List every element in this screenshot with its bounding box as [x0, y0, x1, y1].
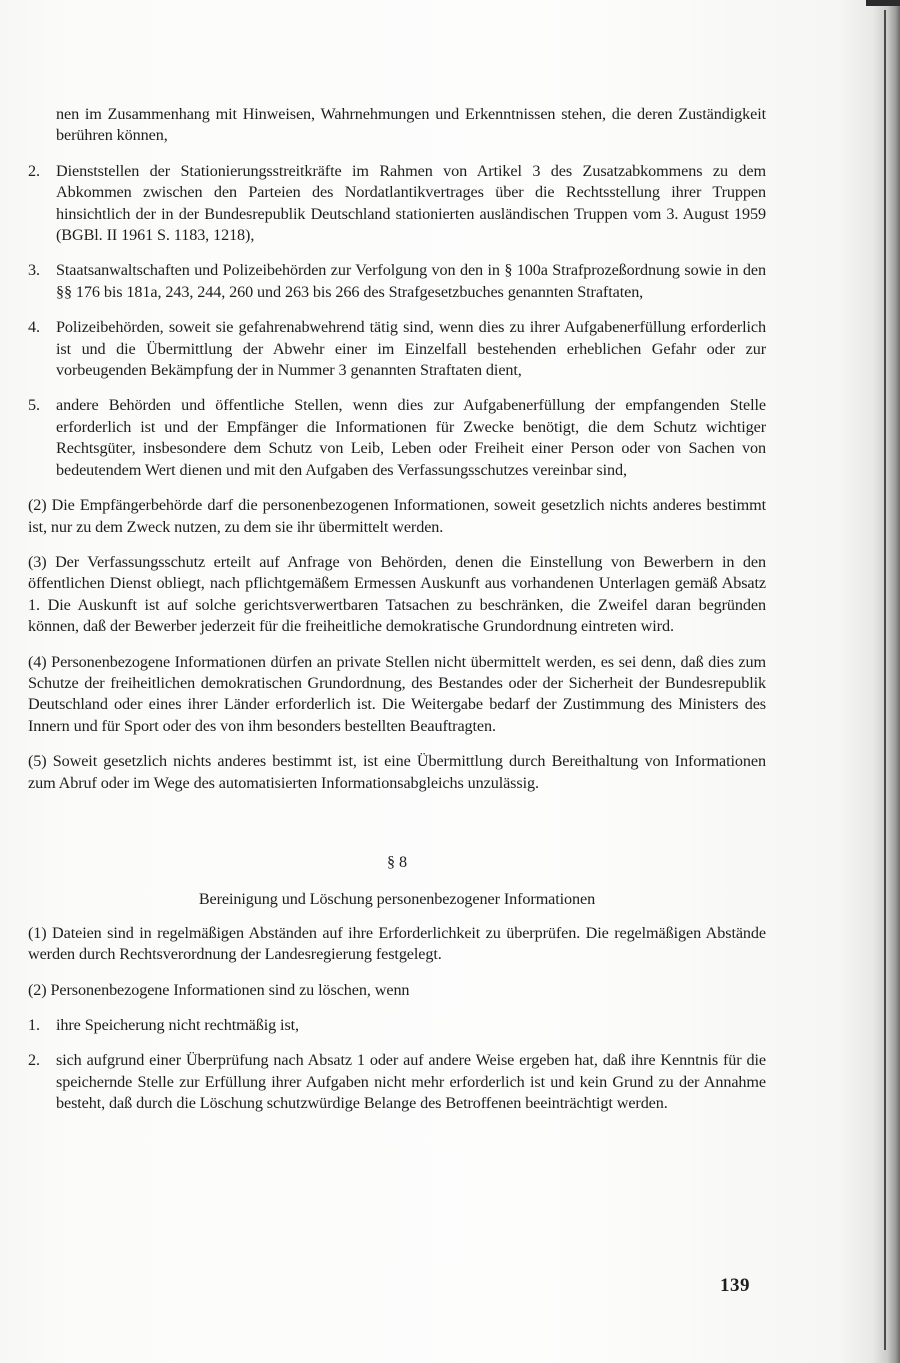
list-number: 3.	[28, 261, 40, 280]
paragraph: (2) Personenbezogene Informationen sind zu löschen, wenn	[28, 980, 410, 999]
paragraph: (4) Personenbezogene Informationen dürfen an private Stellen nicht übermittelt werden, es sei denn, daß dies zum Schutze der freiheitlichen demokratischen Grundordnung, des Bestandes oder der Sicherheit der Bundesrepublik Deutschland oder eines ihrer Länder erforderlich ist. Die Weitergabe bedarf der Zustimmung des Ministers des Innern und für Sport oder des von ihm besonders bestellten Beauftragten.	[28, 652, 766, 735]
list-number: 2.	[28, 1051, 40, 1070]
list-number: 1.	[28, 1016, 40, 1034]
paragraph: (5) Soweit gesetzlich nichts anderes bestimmt ist, ist eine Übermittlung durch Bereithaltung von Informationen zum Abruf oder im Wege des automatisierten Informationsabgleichs unzulässig.	[28, 752, 766, 792]
list-item	[28, 1015, 766, 1036]
list-item	[28, 161, 766, 247]
page-edge-shadow	[872, 0, 900, 1363]
list-text: Dienststellen der Stationierungsstreitkräfte im Rahmen von Artikel 3 des Zusatzabkommens zu dem Abkommen zwischen den Parteien des Nordatlantikvertrages über die Rechtsstellung ihrer Truppen hinsichtlich der in der Bundesrepublik Deutschland stationierten ausländischen Truppen vom 3. August 1959 (BGBl. II 1961 S. 1183, 1218),	[56, 161, 766, 245]
list-text: Staatsanwaltschaften und Polizeibehörden zur Verfolgung von den in § 100a Strafprozeßordnung sowie in den §§ 176 bis 181a, 243, 244, 260 und 263 bis 266 des Strafgesetzbuches genannten Straftaten,	[56, 261, 766, 301]
continued-text: nen im Zusammenhang mit Hinweisen, Wahrnehmungen und Erkenntnissen stehen, die deren Zuständigkeit berühren können,	[56, 105, 766, 145]
list-text: Polizeibehörden, soweit sie gefahrenabwehrend tätig sind, wenn dies zu ihrer Aufgabenerfüllung erforderlich ist und die Übermittlung der Abwehr einer im Einzelfall bestehenden erheblichen Gefahr oder zur vorbeugenden Bekämpfung der in Nummer 3 genannten Straftaten dient,	[56, 318, 766, 380]
section-number: § 8	[387, 852, 407, 871]
list-number: 2.	[28, 161, 40, 180]
section-title: Bereinigung und Löschung personenbezogener Informationen	[198, 890, 596, 909]
page-edge-line	[884, 10, 886, 1350]
list-text: ihre Speicherung nicht rechtmäßig ist,	[56, 1016, 299, 1034]
list-item	[28, 395, 766, 481]
list-item	[28, 1050, 766, 1114]
section-gap	[28, 808, 766, 852]
document-body	[28, 104, 766, 1129]
paragraph: (2) Die Empfängerbehörde darf die personenbezogenen Informationen, soweit gesetzlich nichts anderes bestimmt ist, nur zu dem Zweck nutzen, zu dem sie ihr übermittelt werden.	[28, 496, 766, 536]
paragraph: (1) Dateien sind in regelmäßigen Abständen auf ihre Erforderlichkeit zu überprüfen. Die regelmäßigen Abstände werden durch Rechtsverordnung der Landesregierung festgelegt.	[28, 923, 766, 964]
list-text: sich aufgrund einer Überprüfung nach Absatz 1 oder auf andere Weise ergeben hat, daß ihre Kenntnis für die speichernde Stelle zur Erfüllung ihrer Aufgaben nicht mehr erforderlich ist und kein Grund zu der Annahme besteht, daß durch die Löschung schutzwürdige Belange des Betroffenen beeinträchtigt werden.	[56, 1051, 766, 1113]
page-number: 139	[720, 1275, 750, 1296]
list-number: 4.	[28, 318, 40, 337]
list-item	[28, 317, 766, 381]
page-corner-mark	[866, 0, 900, 6]
paragraph: (3) Der Verfassungsschutz erteilt auf Anfrage von Behörden, denen die Einstellung von Bewerbern in den öffentlichen Dienst obliegt, nach pflichtgemäßem Ermessen Auskunft aus vorhandenen Unterlagen gemäß Absatz 1. Die Auskunft ist auf solche gerichtsverwertbaren Tatsachen zu beschränken, die Zweifel daran begründen können, daß der Bewerber jederzeit für die freiheitliche demokratische Grundordnung eintreten wird.	[28, 552, 766, 636]
list-number: 5.	[28, 396, 40, 415]
list-text: andere Behörden und öffentliche Stellen, wenn dies zur Aufgabenerfüllung der empfangenden Stelle erforderlich ist und der Empfänger die Informationen für Zwecke benötigt, die dem Schutz wichtiger Rechtsgüter, insbesondere dem Schutz von Leib, Leben oder Freiheit einer Person oder von Sachen von bedeutendem Wert dienen und mit den Aufgaben des Verfassungsschutzes vereinbar sind,	[56, 396, 766, 479]
list-item	[28, 260, 766, 303]
